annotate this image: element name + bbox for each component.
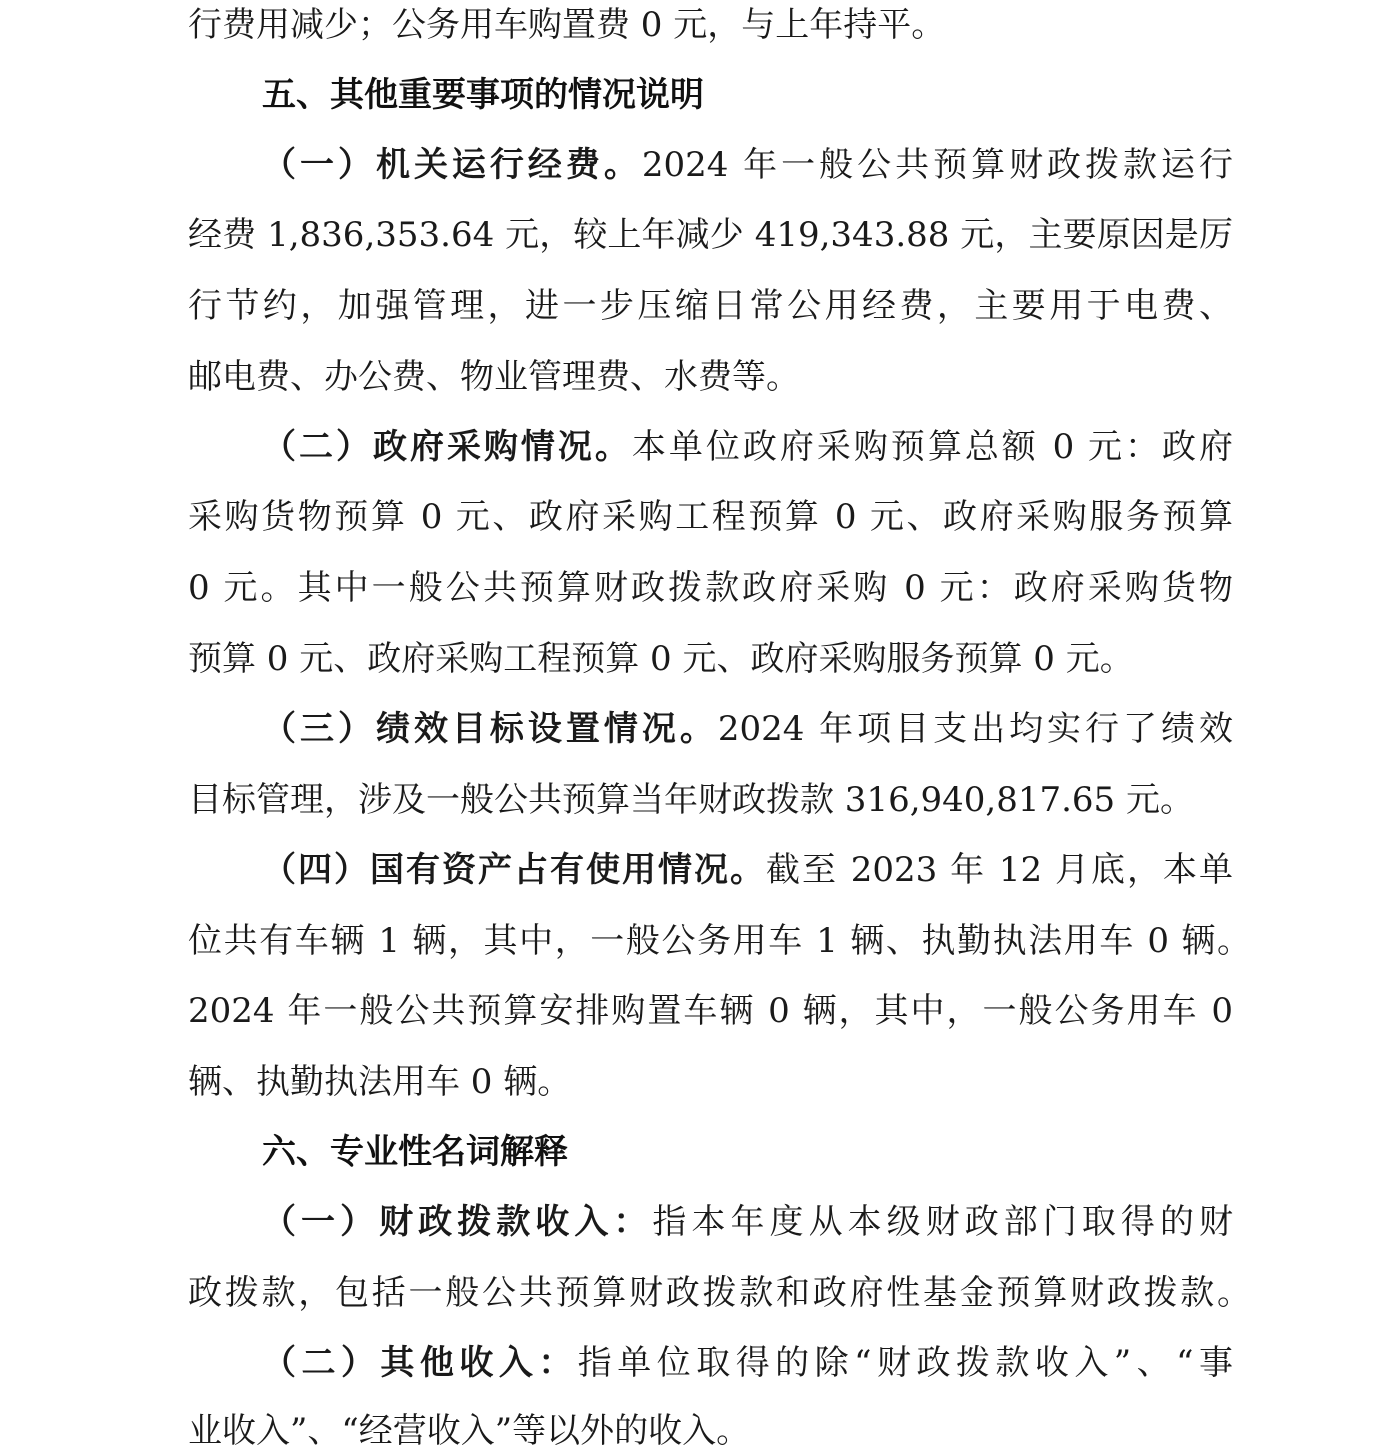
line-text: 截至 2023 年 12 月底，本单 xyxy=(765,850,1233,890)
line-text: 本单位政府采购预算总额 0 元：政府 xyxy=(631,427,1233,467)
text-line: 目标管理，涉及一般公共预算当年财政拨款 316,940,817.65 元。 xyxy=(188,780,1194,820)
paragraph-2-lead: （二）政府采购情况。 xyxy=(262,427,632,467)
line-text: 指本年度从本级财政部门取得的财 xyxy=(652,1202,1234,1242)
text-line: 位共有车辆 1 辆，其中，一般公务用车 1 辆、执勤执法用车 0 辆。 xyxy=(188,921,1251,961)
line-text: 指单位取得的除“财政拨款收入”、“事 xyxy=(577,1343,1233,1383)
text-line: 2024 年一般公共预算安排购置车辆 0 辆，其中，一般公务用车 0 xyxy=(188,991,1233,1031)
text-line: 行节约，加强管理，进一步压缩日常公用经费，主要用于电费、 xyxy=(188,286,1233,326)
paragraph-4-first-line xyxy=(262,847,1233,893)
line-text: 2024 年一般公共预算财政拨款运行 xyxy=(641,145,1233,185)
section-heading-6: 六、专业性名词解释 xyxy=(262,1132,568,1172)
text-line xyxy=(188,2,945,48)
line-text: 行费用减少；公务用车购置费 0 元，与上年持平。 xyxy=(188,5,946,45)
paragraph-3-lead: （三）绩效目标设置情况。 xyxy=(262,709,718,749)
text-line: 业收入”、“经营收入”等以外的收入。 xyxy=(188,1411,751,1451)
definition-2-term: （二）其他收入： xyxy=(262,1343,578,1383)
text-line: 预算 0 元、政府采购工程预算 0 元、政府采购服务预算 0 元。 xyxy=(188,639,1134,679)
text-line: 经费 1,836,353.64 元，较上年减少 419,343.88 元，主要原因是厉 xyxy=(188,215,1233,255)
section-heading-5: 五、其他重要事项的情况说明 xyxy=(262,75,704,115)
paragraph-1-first-line xyxy=(262,142,1233,188)
text-line: 邮电费、办公费、物业管理费、水费等。 xyxy=(188,357,800,397)
paragraph-1-lead: （一）机关运行经费。 xyxy=(262,145,642,185)
paragraph-3-first-line xyxy=(262,706,1233,752)
text-line: 采购货物预算 0 元、政府采购工程预算 0 元、政府采购服务预算 xyxy=(188,497,1233,537)
definition-1-term: （一）财政拨款收入： xyxy=(262,1202,653,1242)
definition-2-first-line xyxy=(262,1340,1233,1386)
paragraph-4-lead: （四）国有资产占有使用情况。 xyxy=(262,850,766,890)
line-text: 2024 年项目支出均实行了绩效 xyxy=(717,709,1233,749)
text-line: 0 元。其中一般公共预算财政拨款政府采购 0 元：政府采购货物 xyxy=(188,568,1233,608)
text-line: 政拨款，包括一般公共预算财政拨款和政府性基金预算财政拨款。 xyxy=(188,1273,1251,1313)
paragraph-2-first-line xyxy=(262,424,1233,470)
text-line: 辆、执勤执法用车 0 辆。 xyxy=(188,1062,572,1102)
definition-1-first-line xyxy=(262,1199,1233,1245)
